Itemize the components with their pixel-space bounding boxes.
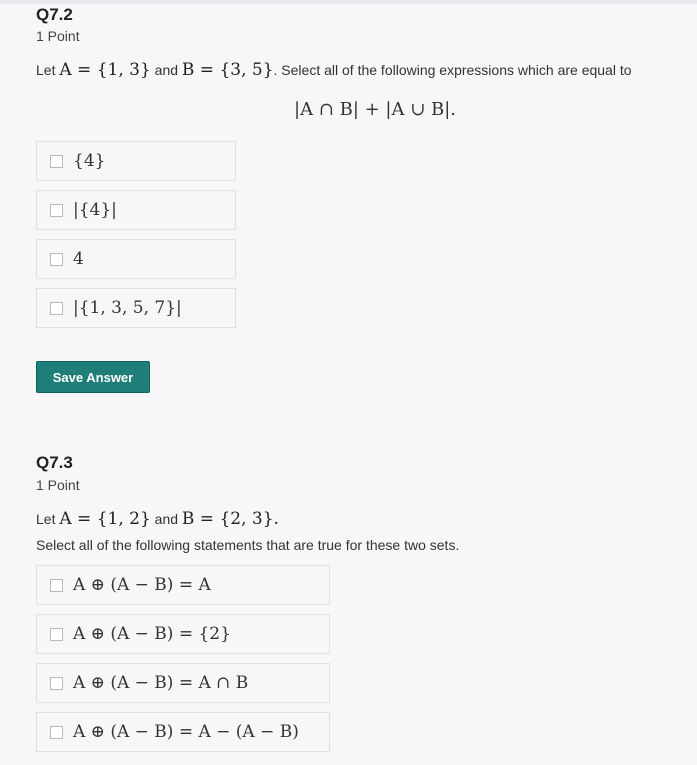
checkbox[interactable] xyxy=(50,677,63,690)
target-expression: |A ∩ B| + |A ∪ B|. xyxy=(294,99,457,120)
option-label: {4} xyxy=(73,151,106,171)
checkbox[interactable] xyxy=(50,204,63,217)
option-q7-3-1[interactable] xyxy=(36,565,330,605)
option-q7-2-2[interactable] xyxy=(36,190,236,230)
question-title-q7-2: Q7.2 xyxy=(36,5,73,24)
question-instruction-q7-3: Select all of the following statements that are true for these two sets. xyxy=(36,537,460,553)
question-prompt-q7-3 xyxy=(36,509,279,529)
checkbox[interactable] xyxy=(50,253,63,266)
checkbox[interactable] xyxy=(50,726,63,739)
set-b-definition: B = {2, 3} xyxy=(181,509,274,529)
prompt-let: Let xyxy=(36,511,56,527)
set-a-definition: A = {1, 2} xyxy=(59,509,151,529)
option-q7-2-3[interactable] xyxy=(36,239,236,279)
prompt-and: and xyxy=(154,62,179,78)
checkbox[interactable] xyxy=(50,155,63,168)
option-label: A ⊕ (A − B) = A xyxy=(73,575,211,595)
prompt-rest: . Select all of the following expressions which are equal to xyxy=(273,62,632,78)
option-q7-3-4[interactable] xyxy=(36,712,330,752)
checkbox[interactable] xyxy=(50,579,63,592)
option-label: A ⊕ (A − B) = {2} xyxy=(73,624,231,644)
option-q7-2-4[interactable] xyxy=(36,288,236,328)
set-a-definition: A = {1, 3} xyxy=(59,60,151,80)
option-q7-3-3[interactable] xyxy=(36,663,330,703)
option-label: |{1, 3, 5, 7}| xyxy=(73,298,182,318)
option-label: A ⊕ (A − B) = A − (A − B) xyxy=(73,722,299,742)
question-points-q7-3: 1 Point xyxy=(36,477,80,493)
top-bar xyxy=(0,0,697,4)
checkbox[interactable] xyxy=(50,302,63,315)
checkbox[interactable] xyxy=(50,628,63,641)
option-label: |{4}| xyxy=(73,200,117,220)
option-label: A ⊕ (A − B) = A ∩ B xyxy=(73,673,249,693)
prompt-let: Let xyxy=(36,62,56,78)
option-q7-2-1[interactable] xyxy=(36,141,236,181)
question-title-q7-3: Q7.3 xyxy=(36,453,73,472)
question-prompt-q7-2 xyxy=(36,60,632,80)
save-answer-button[interactable]: Save Answer xyxy=(36,361,150,393)
set-b-definition: B = {3, 5} xyxy=(181,60,274,80)
option-label: 4 xyxy=(73,249,84,269)
option-q7-3-2[interactable] xyxy=(36,614,330,654)
prompt-period: . xyxy=(273,509,279,529)
question-points-q7-2: 1 Point xyxy=(36,28,80,44)
prompt-and: and xyxy=(154,511,179,527)
